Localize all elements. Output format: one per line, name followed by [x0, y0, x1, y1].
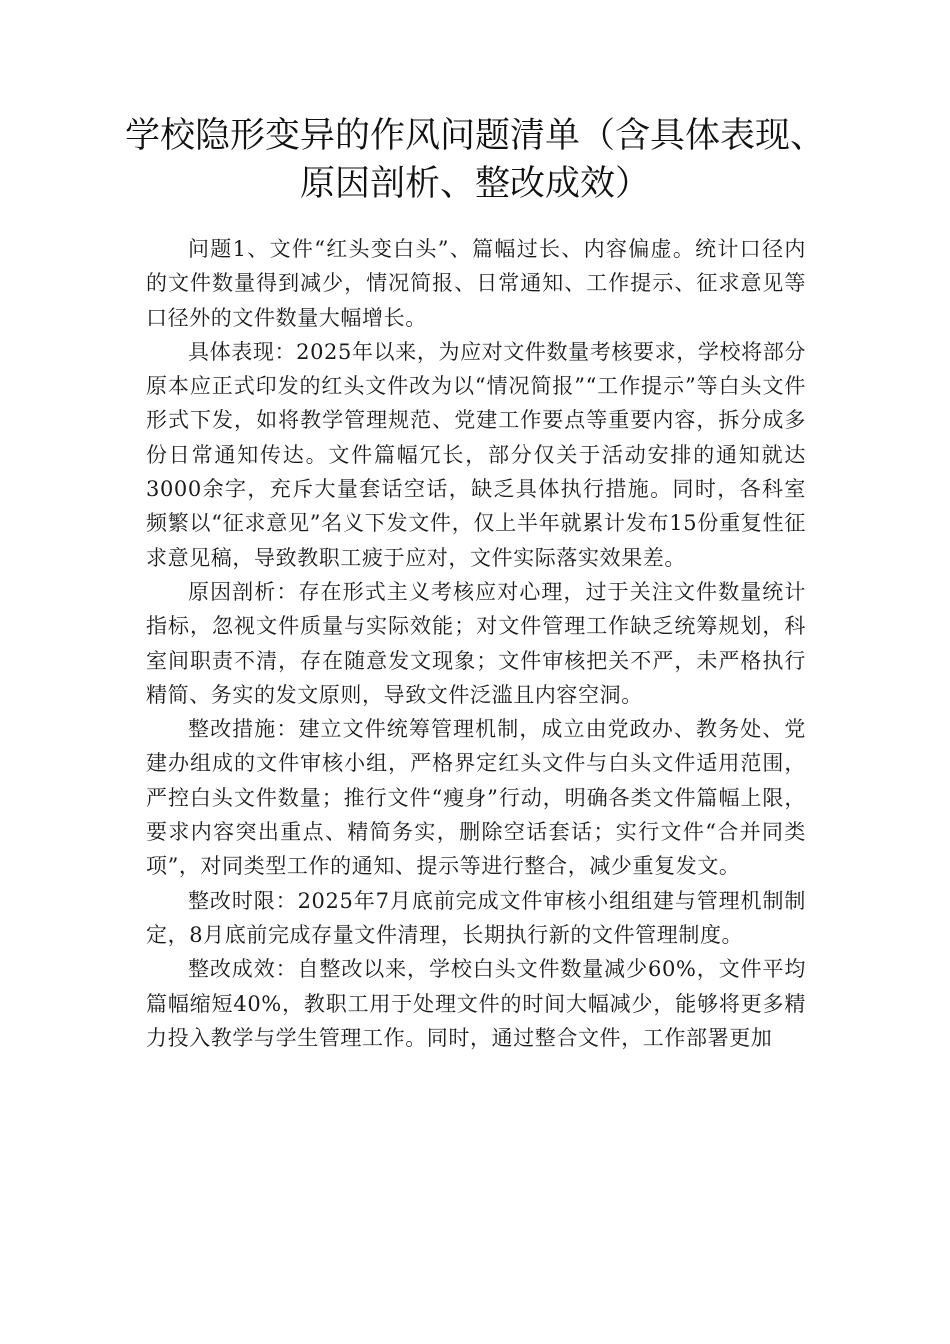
document-title: 学校隐形变异的作风问题清单（含具体表现、原因剖析、整改成效）	[124, 116, 825, 204]
paragraph-cause-analysis: 原因剖析：存在形式主义考核应对心理，过于关注文件数量统计指标，忽视文件质量与实际效能；对文件管理工作缺乏统筹规划，科室间职责不清，存在随意发文现象；文件审核把关不严，未严格执行精简、务实的发文原则，导致文件泛滥且内容空洞。	[146, 579, 806, 707]
paragraph-rectification-deadline: 整改时限：2025年7月底前完成文件审核小组组建与管理机制制定，8月底前完成存量文件清理，长期执行新的文件管理制度。	[146, 888, 806, 947]
paragraph-rectification-measures: 整改措施：建立文件统筹管理机制，成立由党政办、教务处、党建办组成的文件审核小组，严格界定红头文件与白头文件适用范围，严控白头文件数量；推行文件“瘦身”行动，明确各类文件篇幅上限，要求内容突出重点、精简务实，删除空话套话；实行文件“合并同类项”，对同类型工作的通知、提示等进行整合，减少重复发文。	[146, 717, 806, 879]
paragraph-specific-manifestations: 具体表现：2025年以来，为应对文件数量考核要求，学校将部分原本应正式印发的红头文件改为以“情况简报”“工作提示”等白头文件形式下发，如将教学管理规范、党建工作要点等重要内容，拆分成多份日常通知传达。文件篇幅冗长，部分仅关于活动安排的通知就达3000余字，充斥大量套话空话，缺乏具体执行措施。同时，各科室频繁以“征求意见”名义下发文件，仅上半年就累计发布15份重复性征求意见稿，导致教职工疲于应对，文件实际落实效果差。	[146, 339, 806, 570]
paragraph-rectification-results: 整改成效：自整改以来，学校白头文件数量减少60%，文件平均篇幅缩短40%，教职工用于处理文件的时间大幅减少，能够将更多精力投入教学与学生管理工作。同时，通过整合文件，工作部署更加	[146, 957, 806, 1050]
paragraph-problem-1: 问题1、文件“红头变白头”、篇幅过长、内容偏虚。统计口径内的文件数量得到减少，情况简报、日常通知、工作提示、征求意见等口径外的文件数量大幅增长。	[146, 237, 806, 330]
document-body	[146, 232, 806, 1055]
